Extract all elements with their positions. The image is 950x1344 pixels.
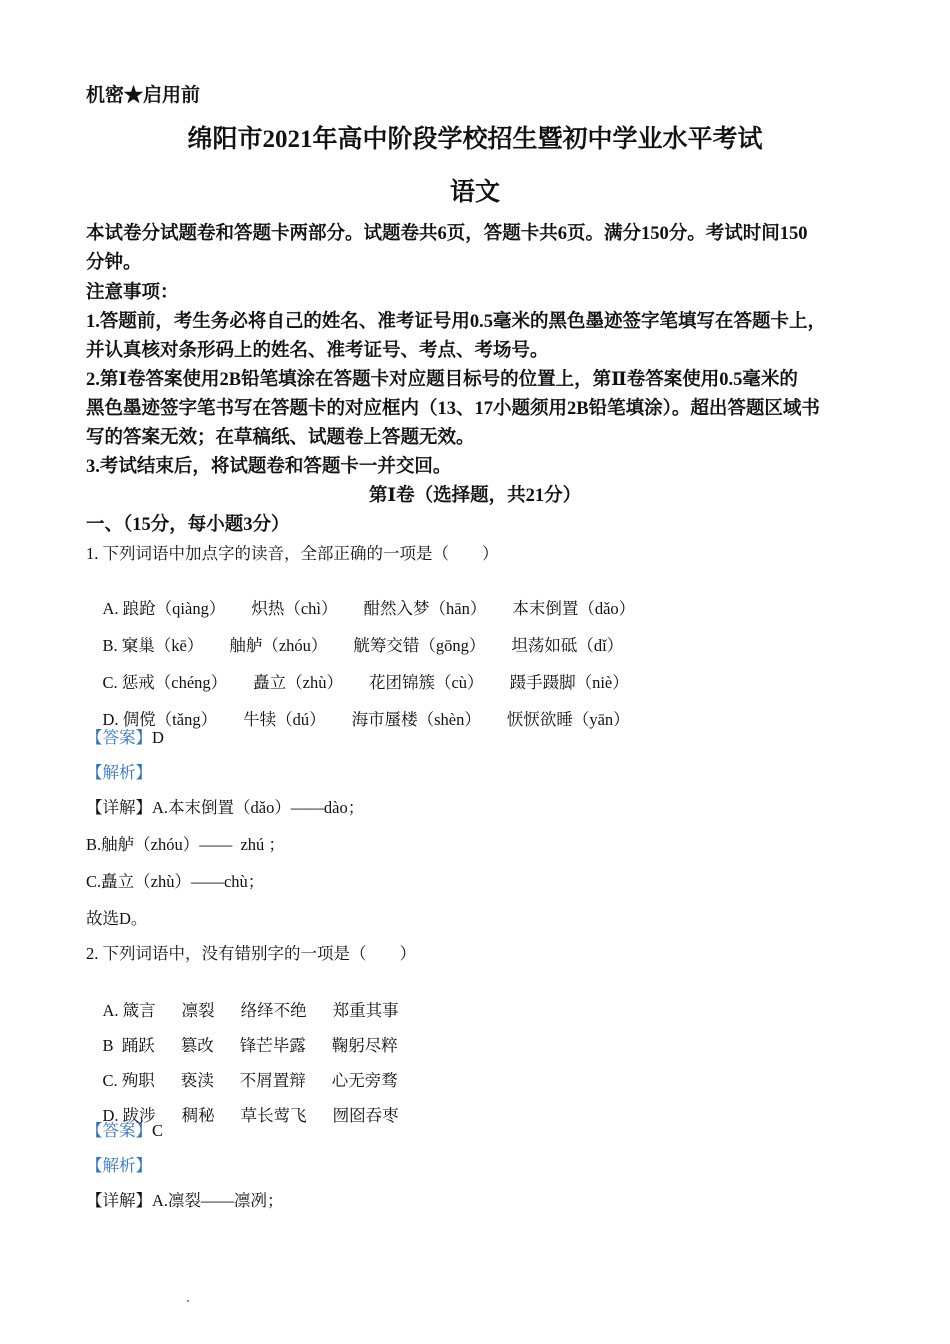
q2-stem: 2. 下列词语中，没有错别字的一项是（ ） [86,944,416,963]
answer-tag: 【答案】 [86,728,152,747]
q1-a-item-2: 炽热（chì） [251,599,338,618]
notice-1a: 1.答题前，考生务必将自己的姓名、准考证号用0.5毫米的黑色墨迹签字笔填写在答题卡上， [86,312,827,332]
q1-c-item-4: 蹑手蹑脚（niè） [509,673,629,692]
notice-title: 注意事项： [86,283,179,303]
q1-c-item-2: 矗立（zhù） [253,673,343,692]
q2-b-item-1: B 踊跃 [102,1036,155,1055]
q2-c-item-1: C. 殉职 [102,1071,155,1090]
scan-speck [187,1300,189,1302]
q1-conclusion: 故选D。 [86,909,148,928]
q2-d-item-4: 囫囵吞枣 [332,1106,399,1125]
q2-a-item-4: 郑重其事 [332,1001,399,1020]
q1-analysis-tag: 【解析】 [86,763,152,782]
q2-answer: C [152,1121,164,1140]
q2-c-item-4: 心无旁骛 [331,1071,398,1090]
q1-d-item-2: 牛犊（dú） [243,710,326,729]
intro-line-1: 本试卷分试题卷和答题卡两部分。试题卷共6页，答题卡共6页。满分150分。考试时间150 [86,224,808,244]
q1-a-item-1: A. 踉跄（qiàng） [102,599,226,618]
q1-b-item-4: 坦荡如砥（dǐ） [511,636,624,655]
q1-stem: 1. 下列词语中加点字的读音，全部正确的一项是（ ） [86,544,499,563]
q1-c-item-1: C. 惩戒（chéng） [102,673,228,692]
q2-d-item-1: D. 跋涉 [102,1106,156,1125]
q2-c-item-3: 不屑置辩 [239,1071,306,1090]
secret-label: 机密★启用前 [86,85,201,106]
q1-b-item-2: 舳舻（zhóu） [229,636,328,655]
q1-detail-1: 【详解】A.本末倒置（dǎo）——dào； [86,798,365,817]
q2-d-item-2: 稠秘 [181,1106,215,1125]
exam-title: 绵阳市2021年高中阶段学校招生暨初中学业水平考试 [187,126,763,153]
q2-answer-line [86,1117,163,1141]
q1-b-item-1: B. 窠巢（kē） [102,636,204,655]
subject-title: 语文 [449,179,500,206]
part-1-title: 第Ⅰ卷（选择题，共21分） [368,486,582,506]
q1-answer: D [152,728,164,747]
q2-c-item-2: 亵渎 [180,1071,214,1090]
q1-a-item-4: 本末倒置（dǎo） [512,599,636,618]
notice-2b: 黑色墨迹签字笔书写在答题卡的对应框内（13、17小题须用2B铅笔填涂）。超出答题区域书 [86,399,820,419]
intro-line-2: 分钟。 [86,253,142,273]
notice-2a: 2.第Ⅰ卷答案使用2B铅笔填涂在答题卡对应题目标号的位置上，第Ⅱ卷答案使用0.5毫米的 [86,370,798,390]
q2-b-item-4: 鞠躬尽粹 [331,1036,398,1055]
q1-d-item-3: 海市蜃楼（shèn） [351,710,481,729]
notice-2c: 写的答案无效；在草稿纸、试题卷上答题无效。 [86,428,475,448]
q1-option-d [86,686,656,750]
q2-a-item-1: A. 箴言 [102,1001,156,1020]
section-1-title: 一、（15分，每小题3分） [86,515,290,535]
q1-d-item-4: 恹恹欲睡（yān） [506,710,630,729]
q2-a-item-3: 络绎不绝 [240,1001,307,1020]
q1-b-item-3: 觥筹交错（gōng） [353,636,486,655]
q2-b-item-2: 篡改 [180,1036,214,1055]
q2-b-item-3: 锋芒毕露 [239,1036,306,1055]
q2-detail-1: 【详解】A.凛裂——凛冽； [86,1191,284,1210]
notice-3: 3.考试结束后，将试题卷和答题卡一并交回。 [86,457,452,477]
q2-a-item-2: 凛裂 [181,1001,215,1020]
q1-answer-line [86,724,164,748]
q1-d-item-1: D. 倜傥（tǎng） [102,710,218,729]
notice-1b: 并认真核对条形码上的姓名、准考证号、考点、考场号。 [86,341,549,361]
q1-detail-2: B.舳舻（zhóu）—— zhú ； [86,835,285,854]
q2-d-item-3: 草长莺飞 [240,1106,307,1125]
q2-analysis-tag: 【解析】 [86,1156,152,1175]
q1-c-item-3: 花团锦簇（cù） [368,673,484,692]
q1-a-item-3: 酣然入梦（hān） [363,599,487,618]
answer-tag: 【答案】 [86,1121,152,1140]
q1-detail-3: C.矗立（zhù）——chù； [86,872,265,891]
